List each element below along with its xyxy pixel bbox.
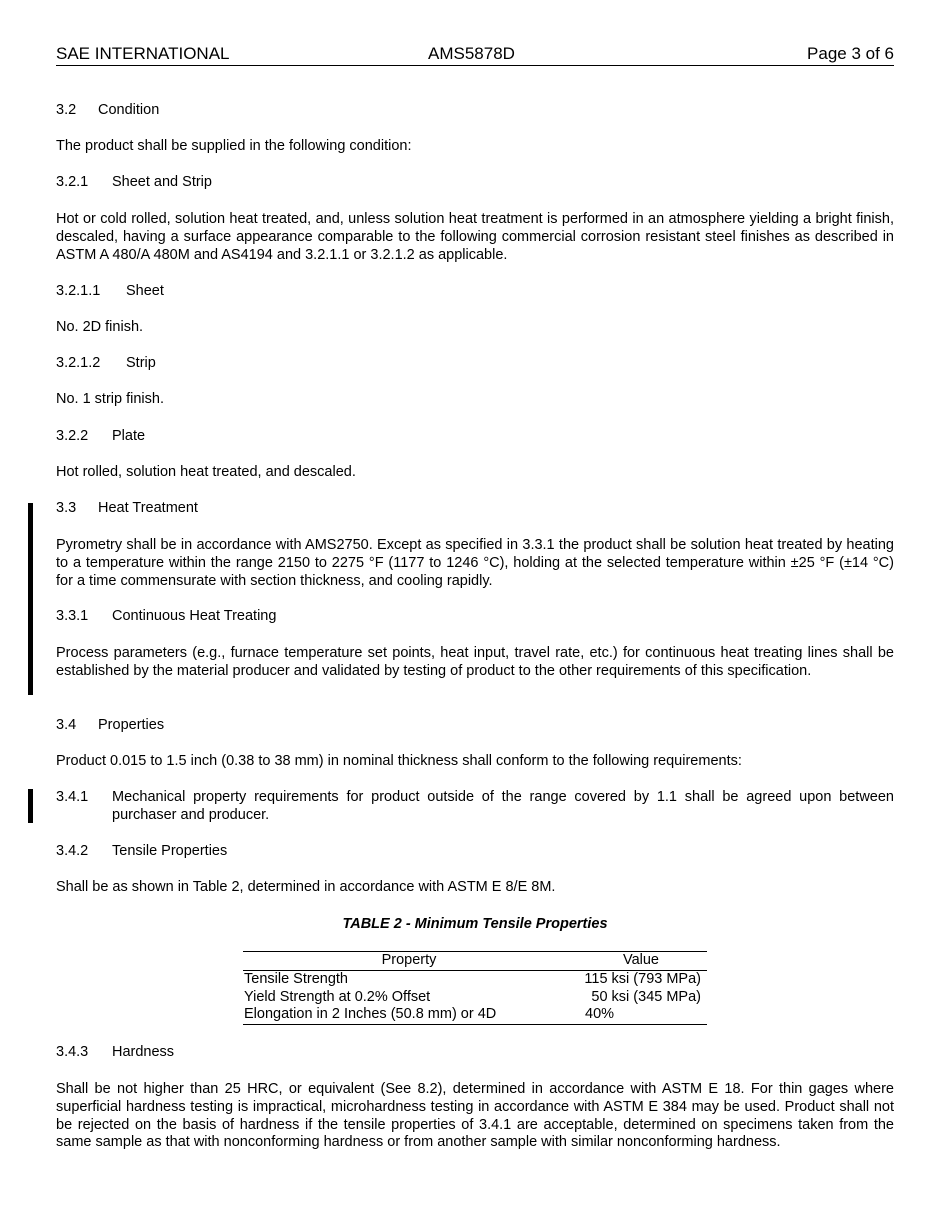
header-org: SAE INTERNATIONAL — [56, 44, 230, 63]
tensile-properties-table — [243, 951, 707, 1025]
table-caption: TABLE 2 - Minimum Tensile Properties — [342, 916, 608, 932]
section-heading: 3.4.3 Hardness — [56, 1044, 175, 1060]
section-body: Shall be not higher than 25 HRC, or equivalent (See 8.2), determined in accordance with ASTM E 18. For thin gages where superficial hardness testing is impractical, microhardness testing in accordance with ASTM E 384 may be used. Product shall not be rejected on the basis of hardness if the tensile properties of 3.4.1 are acceptable, determined on specimens taken from the same sample as that with nonconforming hardness or from another sample with similar nonconforming hardness. — [56, 1081, 894, 1151]
table-row — [243, 989, 707, 1007]
section-body: Product 0.015 to 1.5 inch (0.38 to 38 mm) in nominal thickness shall conform to the following requirements: — [56, 753, 742, 769]
section-heading: 3.4 Properties — [56, 717, 165, 733]
table-cell-property: Yield Strength at 0.2% Offset — [244, 988, 431, 1005]
section-heading: 3.2 Condition — [56, 102, 160, 118]
table-cell-value: 50 ksi (345 MPa) — [591, 988, 701, 1005]
section-body: No. 2D finish. — [56, 319, 144, 335]
section-heading: 3.2.2 Plate — [56, 428, 146, 444]
paragraph-number: 3.4.1 — [56, 789, 89, 805]
header-doc-number: AMS5878D — [428, 44, 515, 63]
table-cell-property: Elongation in 2 Inches (50.8 mm) or 4D — [244, 1006, 497, 1023]
section-body: Shall be as shown in Table 2, determined in accordance with ASTM E 8/E 8M. — [56, 879, 556, 895]
table-row — [243, 1006, 707, 1024]
section-heading: 3.2.1.2 Strip — [56, 355, 156, 371]
section-body: Process parameters (e.g., furnace temperature set points, heat input, travel rate, etc.) for continuous heat treating lines shall be established by the material producer and validated by testing of product to the other requirements of this specification. — [56, 645, 894, 679]
header-page-number: Page 3 of 6 — [807, 44, 894, 63]
table-header-row — [243, 952, 707, 971]
numbered-paragraph — [56, 789, 894, 825]
revision-change-bar — [28, 503, 33, 695]
revision-change-bar — [28, 789, 33, 823]
table-cell-property: Tensile Strength — [244, 971, 348, 987]
section-body: No. 1 strip finish. — [56, 391, 164, 407]
table-header-property: Property — [381, 952, 437, 968]
table-cell-value: 115 ksi (793 MPa) — [584, 971, 701, 987]
section-body: The product shall be supplied in the following condition: — [56, 138, 412, 154]
table-row — [243, 971, 707, 989]
section-heading: 3.2.1.1 Sheet — [56, 283, 164, 299]
paragraph-text: Mechanical property requirements for product outside of the range covered by 1.1 shall be agreed upon between purchaser and producer. — [112, 789, 894, 823]
table-header-value: Value — [622, 952, 659, 968]
section-body: Hot or cold rolled, solution heat treated, and, unless solution heat treatment is performed in an atmosphere yielding a bright finish, descaled, having a surface appearance comparable to the following commercial corrosion resistant steel finishes as described in ASTM A 480/A 480M and AS4194 and 3.2.1.1 or 3.2.1.2 as applicable. — [56, 211, 894, 263]
section-body: Hot rolled, solution heat treated, and descaled. — [56, 464, 356, 480]
section-heading: 3.2.1 Sheet and Strip — [56, 174, 212, 190]
section-heading: 3.3 Heat Treatment — [56, 500, 198, 516]
page-header — [56, 44, 894, 66]
section-body: Pyrometry shall be in accordance with AMS2750. Except as specified in 3.3.1 the product shall be solution heat treated by heating to a temperature within the range 2150 to 2275 °F (1177 to 1246 °C), holding at the selected temperature within ±25 °F (±14 °C) for a time commensurate with section thickness, and cooling rapidly. — [56, 537, 894, 589]
section-heading: 3.3.1 Continuous Heat Treating — [56, 608, 277, 624]
section-heading: 3.4.2 Tensile Properties — [56, 843, 228, 859]
table-cell-value: 40% — [585, 1006, 615, 1023]
